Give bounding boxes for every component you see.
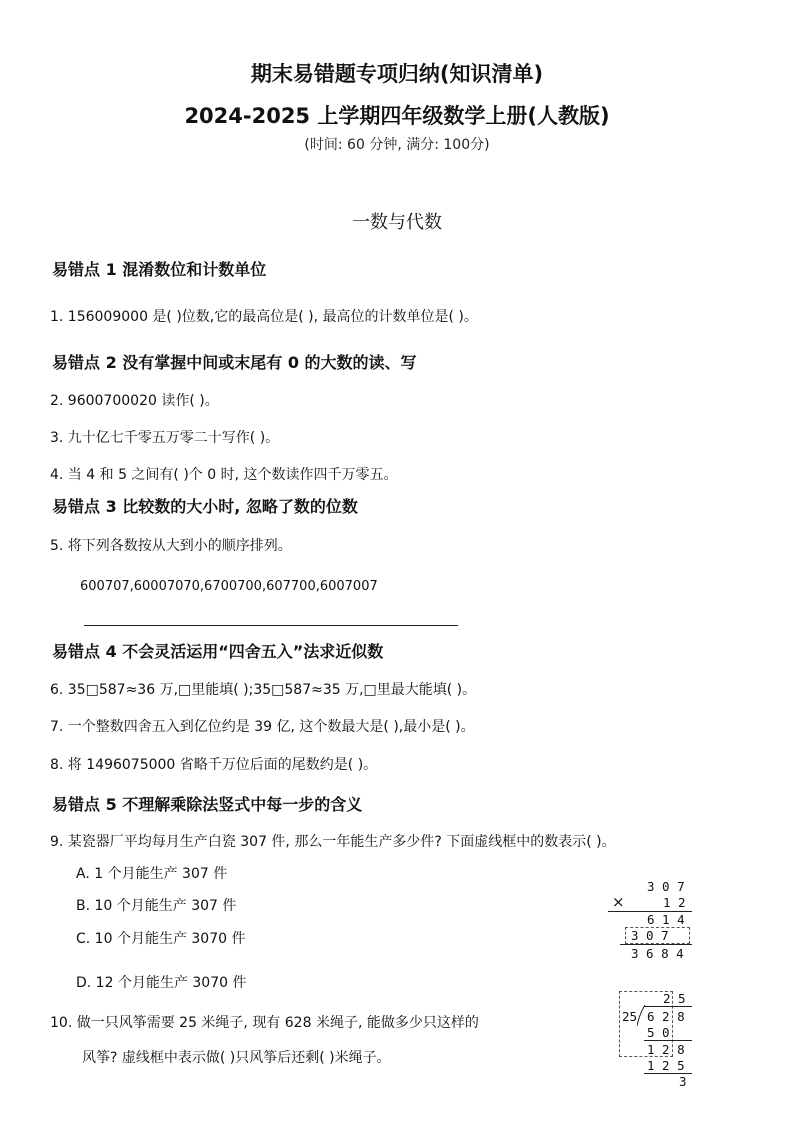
question-6: 6. 35□587≈36 万,□里能填( );35□587≈35 万,□里最大能填( )。 (50, 682, 477, 698)
error-point-1: 易错点 1 混淆数位和计数单位 (52, 260, 267, 279)
div-line-1 (644, 1040, 692, 1041)
page-subtitle-grade: 2024-2025 上学期四年级数学上册(人教版) (184, 104, 610, 128)
question-5-numbers: 600707,60007070,6700700,607700,6007007 (80, 579, 378, 594)
question-9-option-b: B. 10 个月能生产 307 件 (76, 898, 237, 914)
section-title: 一数与代数 (352, 212, 442, 233)
error-point-4: 易错点 4 不会灵活运用“四舍五入”法求近似数 (52, 642, 384, 661)
question-1: 1. 156009000 是( )位数,它的最高位是( ), 最高位的计数单位是( )。 (50, 309, 478, 325)
div-bracket-curve (637, 1005, 647, 1027)
mult-partial-1: 6 1 4 (647, 912, 685, 927)
mult-multiplier: 1 2 (663, 895, 686, 910)
question-4: 4. 当 4 和 5 之间有( )个 0 时, 这个数读作四千万零五。 (50, 467, 398, 483)
mult-sign: × (612, 893, 625, 911)
question-9: 9. 某瓷器厂平均每月生产白瓷 307 件, 那么一年能生产多少件? 下面虚线框中的数表示( )。 (50, 834, 616, 850)
mult-line-2 (620, 944, 692, 945)
div-bracket-top (644, 1006, 692, 1007)
mult-product: 3 6 8 4 (631, 946, 684, 961)
div-dividend: 6 2 8 (647, 1009, 685, 1024)
question-9-option-c: C. 10 个月能生产 3070 件 (76, 931, 246, 947)
question-8: 8. 将 1496075000 省略千万位后面的尾数约是( )。 (50, 757, 378, 773)
error-point-5: 易错点 5 不理解乘除法竖式中每一步的含义 (52, 795, 363, 814)
div-divisor: 25 (622, 1009, 638, 1024)
page-title: 期末易错题专项归纳(知识清单) (250, 62, 544, 86)
exam-info: (时间: 60 分钟, 满分: 100分) (304, 137, 490, 153)
mult-multiplicand: 3 0 7 (647, 879, 685, 894)
question-10-line-1: 10. 做一只风筝需要 25 米绳子, 现有 628 米绳子, 能做多少只这样的 (50, 1015, 479, 1031)
question-9-option-d: D. 12 个月能生产 3070 件 (76, 975, 247, 991)
error-point-3: 易错点 3 比较数的大小时, 忽略了数的位数 (52, 497, 358, 516)
div-quotient: 2 5 (663, 991, 686, 1006)
answer-line (84, 625, 458, 626)
div-step-2: 1 2 8 (647, 1042, 685, 1057)
question-2: 2. 9600700020 读作( )。 (50, 393, 219, 409)
mult-partial-2: 3 0 7 (631, 928, 669, 943)
question-10-line-2: 风筝? 虚线框中表示做( )只风筝后还剩( )米绳子。 (82, 1050, 391, 1066)
question-9-option-a: A. 1 个月能生产 307 件 (76, 866, 228, 882)
div-remainder: 3 (679, 1074, 687, 1089)
question-3: 3. 九十亿七千零五万零二十写作( )。 (50, 430, 280, 446)
div-step-3: 1 2 5 (647, 1058, 685, 1073)
error-point-2: 易错点 2 没有掌握中间或末尾有 0 的大数的读、写 (52, 353, 417, 372)
question-7: 7. 一个整数四舍五入到亿位约是 39 亿, 这个数最大是( ),最小是( )。 (50, 719, 475, 735)
question-5: 5. 将下列各数按从大到小的顺序排列。 (50, 538, 292, 554)
div-step-1: 5 0 (647, 1025, 670, 1040)
